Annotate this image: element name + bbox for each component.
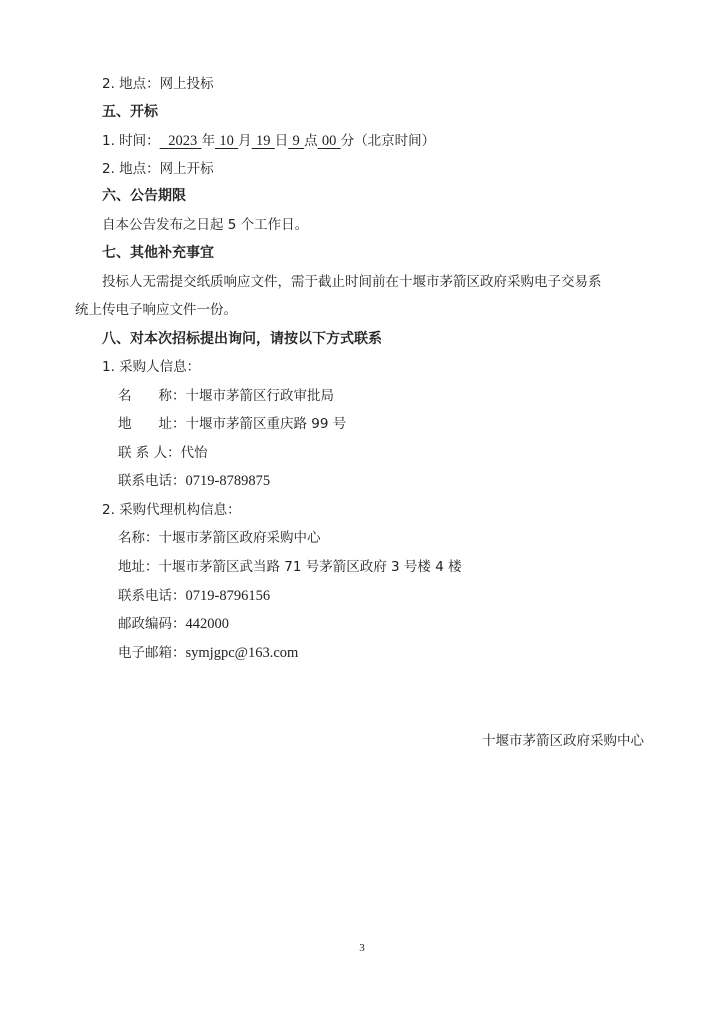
- purchaser-address: 地 址：十堰市茅箭区重庆路 99 号: [118, 416, 347, 432]
- supplement-text-line2: 统上传电子响应文件一份。: [75, 302, 237, 318]
- agency-zip: 442000: [185, 616, 229, 632]
- opening-month: 10: [219, 133, 234, 149]
- purchaser-name: 名 称：十堰市茅箭区行政审批局: [118, 388, 334, 404]
- agency-zip-label: 邮政编码：: [118, 616, 186, 632]
- purchaser-info-title: 1. 采购人信息：: [102, 359, 201, 375]
- page-number: 3: [359, 942, 365, 954]
- opening-year: 2023: [168, 133, 198, 149]
- opening-location-line: 2. 地点：网上开标: [102, 161, 214, 177]
- bid-location-label: 2. 地点：: [102, 76, 160, 92]
- agency-zip-line: [118, 614, 229, 634]
- opening-time-line: [102, 131, 435, 151]
- signature: 十堰市茅箭区政府采购中心: [482, 733, 644, 749]
- agency-info-title: 2. 采购代理机构信息：: [102, 502, 241, 518]
- section-5-heading: 五、开标: [102, 104, 158, 120]
- month-unit: 月: [238, 133, 252, 149]
- purchaser-phone: 0719-8789875: [185, 473, 271, 489]
- section-7-heading: 七、其他补充事宜: [102, 245, 214, 261]
- section-8-heading: 八、对本次招标提出询问，请按以下方式联系: [102, 331, 382, 347]
- agency-phone: 0719-8796156: [185, 588, 271, 604]
- agency-name: 名称：十堰市茅箭区政府采购中心: [118, 530, 321, 546]
- opening-hour: 9: [292, 133, 300, 149]
- agency-address: 地址：十堰市茅箭区武当路 71 号茅箭区政府 3 号楼 4 楼: [118, 559, 462, 575]
- timezone-note: （北京时间）: [354, 133, 436, 149]
- minute-unit: 分: [340, 133, 355, 149]
- supplement-text-line1: 投标人无需提交纸质响应文件，需于截止时间前在十堰市茅箭区政府采购电子交易系: [102, 274, 602, 290]
- purchaser-phone-line: [118, 471, 270, 491]
- agency-email[interactable]: symjgpc@163.com: [185, 645, 299, 661]
- bid-location-line: [102, 74, 214, 94]
- agency-email-label: 电子邮箱：: [118, 645, 186, 661]
- opening-time-label: 1. 时间：: [102, 133, 160, 149]
- agency-email-line: [118, 643, 298, 663]
- agency-phone-line: [118, 586, 270, 606]
- opening-day: 19: [255, 133, 271, 149]
- agency-phone-label: 联系电话：: [118, 588, 186, 604]
- notice-period-text: 自本公告发布之日起 5 个工作日。: [102, 217, 309, 233]
- purchaser-contact: 联 系 人：代怡: [118, 445, 208, 461]
- opening-minute: 00: [321, 133, 337, 149]
- section-6-heading: 六、公告期限: [102, 188, 186, 204]
- purchaser-phone-label: 联系电话：: [118, 473, 186, 489]
- bid-location-value: 网上投标: [159, 76, 214, 92]
- day-unit: 日: [274, 133, 289, 149]
- year-unit: 年: [201, 133, 216, 149]
- hour-unit: 点: [304, 133, 318, 149]
